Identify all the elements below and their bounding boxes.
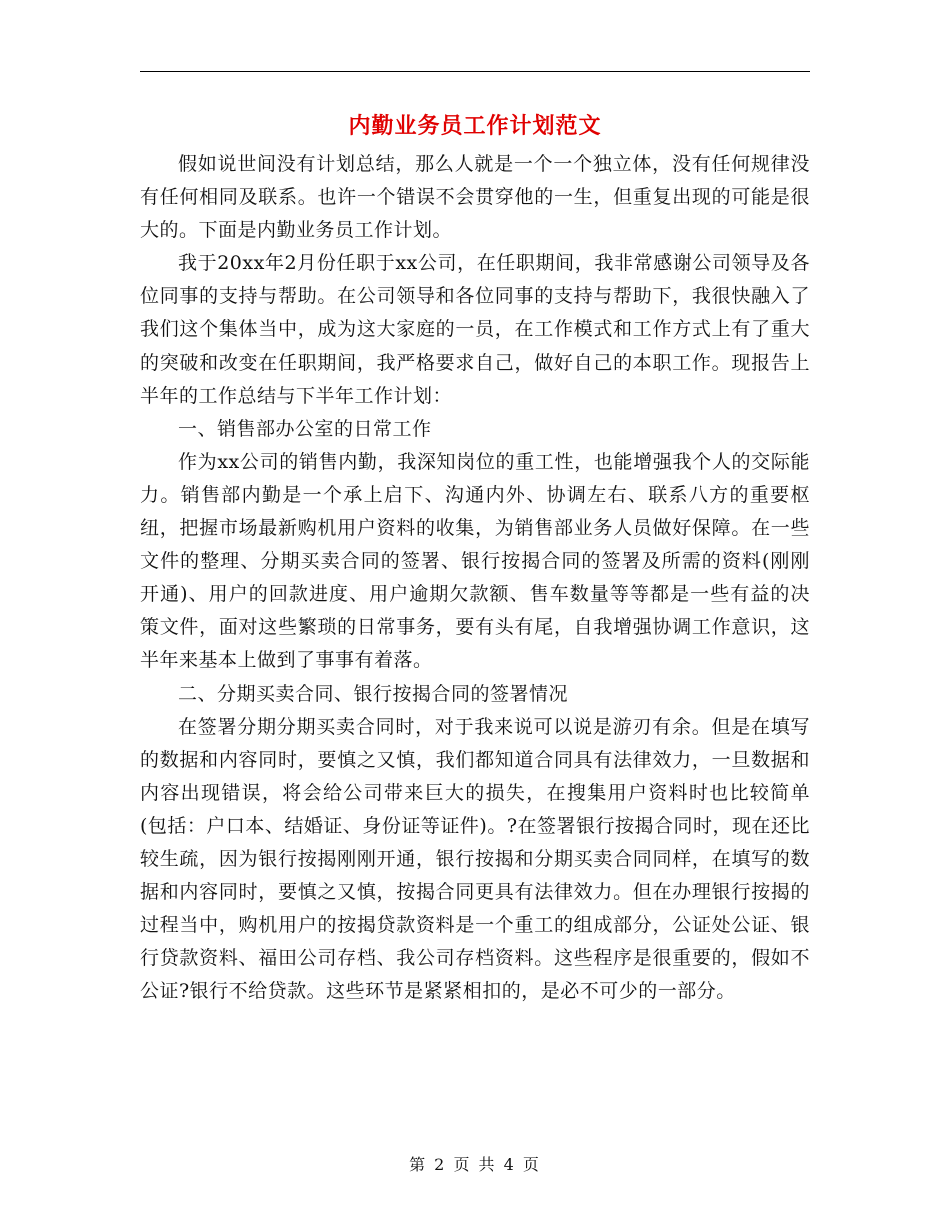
paragraph-self-report: 我于20xx年2月份任职于xx公司，在任职期间，我非常感谢公司领导及各位同事的支持与帮助。在公司领导和各位同事的支持与帮助下，我很快融入了我们这个集体当中，成为这大家庭的一员，在工作模式和工作方式上有了重大的突破和改变在任职期间，我严格要求自己，做好自己的本职工作。现报告上半年的工作总结与下半年工作计划： [140, 252, 810, 407]
page-number: 第 2 页 共 4 页 [409, 1155, 541, 1174]
paragraph-daily-work: 作为xx公司的销售内勤，我深知岗位的重工性，也能增强我个人的交际能力。销售部内勤是一个承上启下、沟通内外、协调左右、联系八方的重要枢纽，把握市场最新购机用户资料的收集，为销售部业务人员做好保障。在一些文件的整理、分期买卖合同的签署、银行按揭合同的签署及所需的资料(刚刚开通)、用户的回款进度、用户逾期欠款额、售车数量等等都是一些有益的决策文件，面对这些繁琐的日常事务，要有头有尾，自我增强协调工作意识，这半年来基本上做到了事事有着落。 [140, 450, 810, 672]
paragraph-contracts: 在签署分期分期买卖合同时，对于我来说可以说是游刃有余。但是在填写的数据和内容同时，要慎之又慎，我们都知道合同具有法律效力，一旦数据和内容出现错误，将会给公司带来巨大的损失，在搜集用户资料时也比较简单(包括：户口本、结婚证、身份证等证件)。?在签署银行按揭合同时，现在还比较生疏，因为银行按揭刚刚开通，银行按揭和分期买卖合同同样，在填写的数据和内容同时，要慎之又慎，按揭合同更具有法律效力。但在办理银行按揭的过程当中，购机用户的按揭贷款资料是一个重工的组成部分，公证处公证、银行贷款资料、福田公司存档、我公司存档资料。这些程序是很重要的，假如不公证?银行不给贷款。这些环节是紧紧相扣的，是必不可少的一部分。 [140, 715, 811, 1003]
paragraph-intro: 假如说世间没有计划总结，那么人就是一个一个独立体，没有任何规律没有任何相同及联系。也许一个错误不会贯穿他的一生，但重复出现的可能是很大的。下面是内勤业务员工作计划。 [140, 153, 810, 242]
header-rule [140, 71, 810, 72]
section-heading-2: 二、分期买卖合同、银行按揭合同的签署情况 [178, 682, 569, 705]
document-body [140, 148, 810, 1008]
document-title: 内勤业务员工作计划范文 [348, 113, 602, 139]
section-heading-1: 一、销售部办公室的日常工作 [178, 417, 432, 440]
